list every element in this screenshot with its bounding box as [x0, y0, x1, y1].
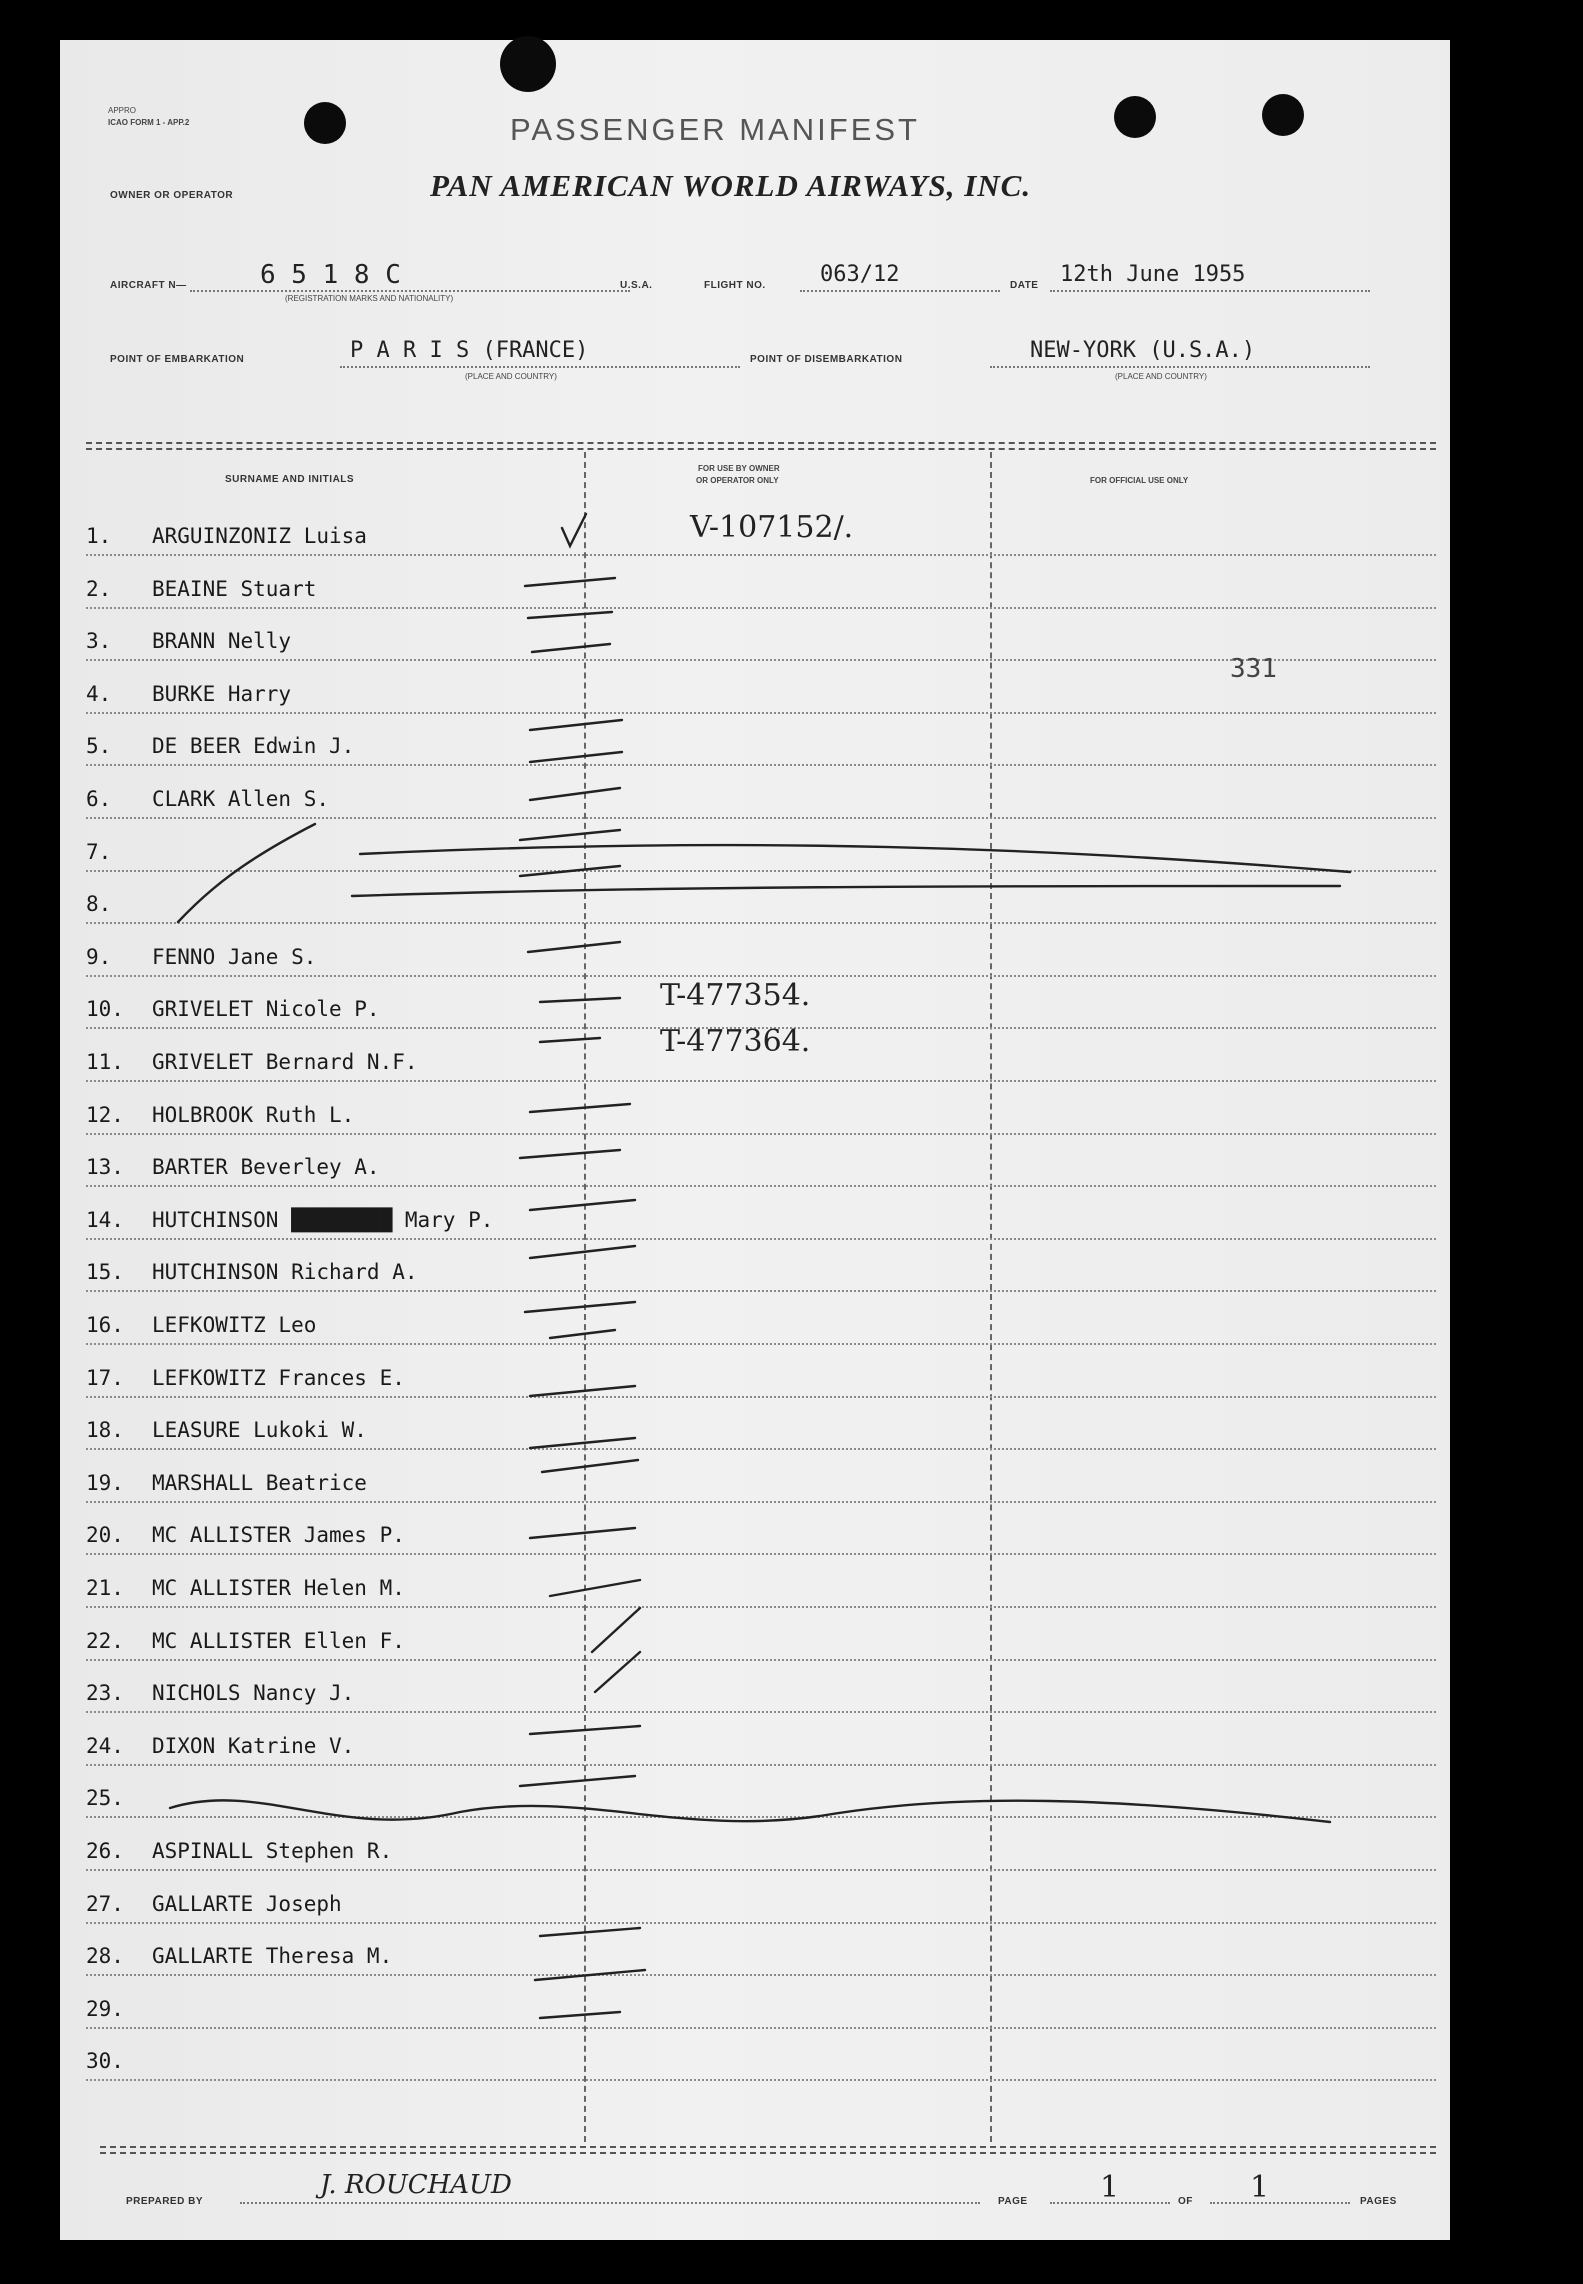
passenger-number: 22. [86, 1628, 124, 1653]
passenger-number: 8. [86, 892, 112, 917]
owner-note: T-477354. [660, 978, 811, 1013]
passenger-number: 3. [86, 629, 112, 654]
passenger-name: LEASURE Lukoki W. [152, 1418, 367, 1443]
owner-note: T-477364. [660, 1024, 811, 1059]
passenger-number: 20. [86, 1523, 124, 1548]
place-caption: (PLACE AND COUNTRY) [1115, 372, 1207, 381]
passenger-number: 12. [86, 1102, 124, 1127]
passenger-number: 11. [86, 1050, 124, 1074]
passenger-name: DE BEER Edwin J. [152, 734, 355, 759]
passenger-number: 18. [86, 1418, 124, 1443]
passenger-name: HOLBROOK Ruth L. [152, 1102, 355, 1127]
passenger-number: 23. [86, 1681, 124, 1706]
passenger-number: 21. [86, 1576, 124, 1600]
passenger-name: MARSHALL Beatrice [152, 1470, 367, 1495]
passenger-number: 28. [86, 1944, 124, 1969]
passenger-number: 2. [86, 576, 112, 601]
approval-line: APPRO [108, 106, 137, 115]
column-header-official: FOR OFFICIAL USE ONLY [1090, 476, 1189, 485]
passenger-number: 24. [86, 1733, 124, 1758]
passenger-number: 13. [86, 1155, 124, 1180]
passenger-name: ASPINALL Stephen R. [152, 1839, 393, 1863]
passenger-name: BEAINE Stuart [152, 576, 317, 601]
passenger-name: NICHOLS Nancy J. [152, 1681, 355, 1706]
passenger-number: 26. [86, 1839, 124, 1863]
prepared-by-signature: J. ROUCHAUD [320, 2170, 512, 2200]
passenger-number: 27. [86, 1891, 124, 1916]
check-marks [60, 40, 1450, 2240]
aircraft-value: 6 5 1 8 C [260, 260, 401, 290]
passenger-name: LEFKOWITZ Frances E. [152, 1365, 405, 1390]
disembarkation-label: POINT OF DISEMBARKATION [750, 354, 903, 365]
column-header-owner: OR OPERATOR ONLY [696, 476, 779, 485]
passenger-number: 16. [86, 1313, 124, 1337]
passenger-name: LEFKOWITZ Leo [152, 1313, 317, 1337]
embarkation-label: POINT OF EMBARKATION [110, 354, 245, 365]
passenger-number: 1. [86, 524, 112, 548]
owner-note: V-107152/. [690, 510, 854, 545]
passenger-name: CLARK Allen S. [152, 787, 330, 811]
passenger-name: HUTCHINSON ████████ Mary P. [152, 1207, 494, 1232]
passenger-name: HUTCHINSON Richard A. [152, 1260, 418, 1285]
passenger-number: 25. [86, 1786, 124, 1811]
disembarkation-value: NEW-YORK (U.S.A.) [1030, 338, 1256, 363]
total-pages: 1 [1250, 2170, 1270, 2205]
passenger-number: 30. [86, 2049, 124, 2074]
approval-line: ICAO FORM 1 - APP.2 [108, 118, 190, 127]
manifest-sheet [60, 40, 1450, 2240]
passenger-number: 29. [86, 1996, 124, 2021]
prepared-label: PREPARED BY [126, 2196, 203, 2207]
place-caption: (PLACE AND COUNTRY) [465, 372, 557, 381]
passenger-name: GRIVELET Bernard N.F. [152, 1050, 418, 1074]
passenger-number: 5. [86, 734, 112, 759]
passenger-number: 17. [86, 1365, 124, 1390]
column-header-owner: FOR USE BY OWNER [698, 464, 780, 473]
passenger-name: MC ALLISTER James P. [152, 1523, 405, 1548]
passenger-name: MC ALLISTER Ellen F. [152, 1628, 405, 1653]
passenger-number: 10. [86, 997, 124, 1022]
passenger-name: DIXON Katrine V. [152, 1733, 355, 1758]
passenger-name: FENNO Jane S. [152, 944, 317, 969]
official-stamp: 331 [1230, 654, 1277, 684]
passenger-number: 19. [86, 1470, 124, 1495]
passenger-name: BURKE Harry [152, 681, 292, 706]
owner-label: OWNER OR OPERATOR [110, 190, 234, 201]
nationality-label: U.S.A. [620, 280, 653, 291]
passenger-name: BRANN Nelly [152, 629, 292, 654]
date-value: 12th June 1955 [1060, 262, 1246, 287]
passenger-name: GRIVELET Nicole P. [152, 997, 380, 1022]
passenger-number: 9. [86, 944, 112, 969]
passenger-number: 6. [86, 787, 112, 811]
pages-underline [1210, 2202, 1350, 2204]
date-label: DATE [1010, 280, 1039, 291]
passenger-name: MC ALLISTER Helen M. [152, 1576, 405, 1600]
passenger-number: 4. [86, 681, 112, 706]
page-title: PASSENGER MANIFEST [510, 112, 920, 147]
flight-label: FLIGHT NO. [704, 280, 766, 291]
prepared-underline [240, 2202, 980, 2204]
page-underline [1050, 2202, 1170, 2204]
passenger-name: BARTER Beverley A. [152, 1155, 380, 1180]
embarkation-value: P A R I S (FRANCE) [350, 338, 589, 363]
passenger-name: ARGUINZONIZ Luisa [152, 524, 367, 548]
pages-label: PAGES [1360, 2196, 1397, 2207]
registration-caption: (REGISTRATION MARKS AND NATIONALITY) [285, 294, 454, 303]
flight-number: 063/12 [820, 262, 900, 287]
table-bottom-rule [100, 2152, 1436, 2154]
column-header-surname: SURNAME AND INITIALS [225, 474, 355, 485]
aircraft-label: AIRCRAFT N— [110, 280, 187, 291]
of-label: OF [1178, 2196, 1193, 2207]
passenger-name: GALLARTE Theresa M. [152, 1944, 393, 1969]
passenger-number: 15. [86, 1260, 124, 1285]
page-number: 1 [1100, 2170, 1120, 2205]
airline-name: PAN AMERICAN WORLD AIRWAYS, INC. [430, 168, 1032, 203]
passenger-number: 7. [86, 839, 112, 864]
table-bottom-rule [100, 2146, 1436, 2148]
passenger-name: GALLARTE Joseph [152, 1891, 342, 1916]
passenger-number: 14. [86, 1207, 124, 1232]
page-label: PAGE [998, 2196, 1028, 2207]
